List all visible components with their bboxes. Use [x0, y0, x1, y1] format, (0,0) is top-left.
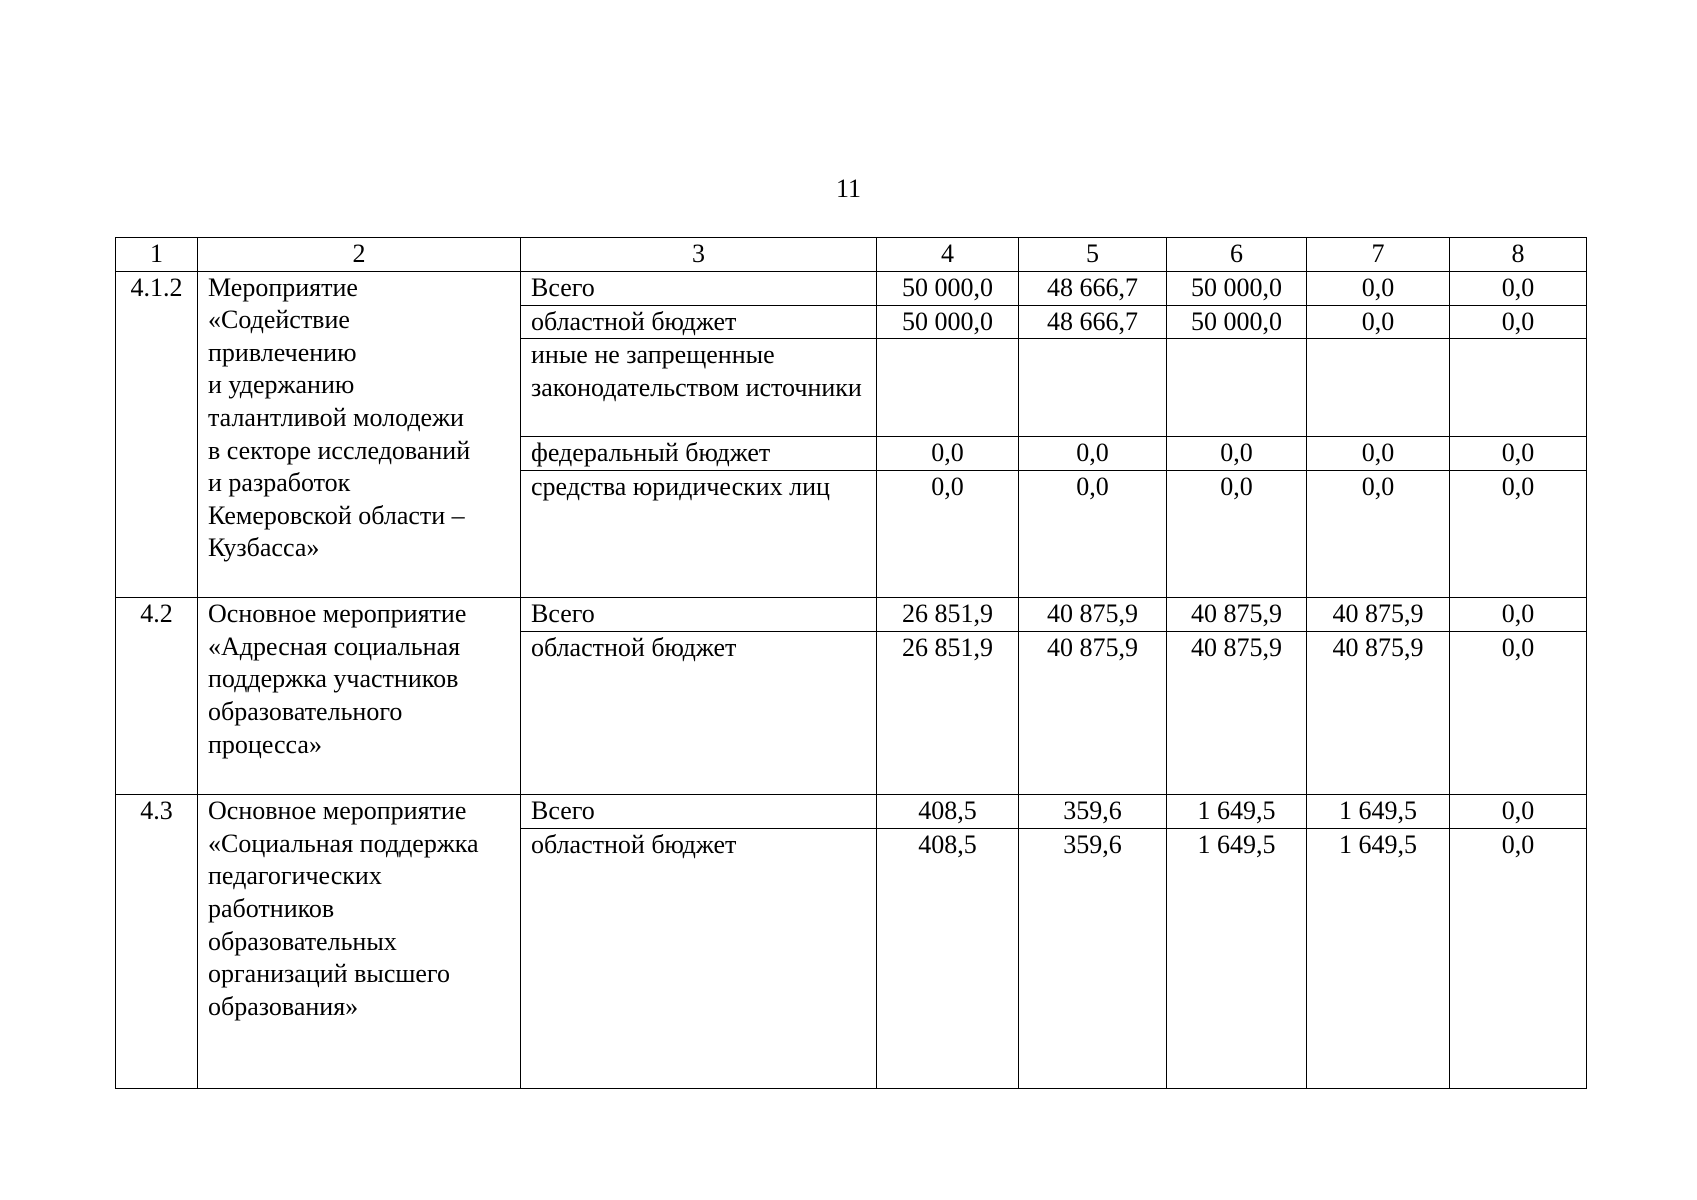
value-cell: 0,0 — [1450, 471, 1587, 598]
funding-source: областной бюджет — [521, 828, 877, 1088]
value-cell: 0,0 — [1450, 305, 1587, 339]
funding-source: средства юридических лиц — [521, 471, 877, 598]
value-cell: 0,0 — [1450, 271, 1587, 305]
value-cell: 0,0 — [1167, 471, 1307, 598]
value-cell — [877, 339, 1019, 437]
value-cell: 26 851,9 — [877, 632, 1019, 795]
column-header: 8 — [1450, 238, 1587, 272]
value-cell: 40 875,9 — [1019, 632, 1167, 795]
value-cell: 50 000,0 — [1167, 271, 1307, 305]
value-cell: 0,0 — [1450, 828, 1587, 1088]
column-header: 5 — [1019, 238, 1167, 272]
value-cell — [1019, 339, 1167, 437]
value-cell — [1167, 339, 1307, 437]
value-cell: 408,5 — [877, 828, 1019, 1088]
column-header: 6 — [1167, 238, 1307, 272]
value-cell: 0,0 — [1307, 305, 1450, 339]
budget-table — [115, 237, 1587, 1089]
column-header: 3 — [521, 238, 877, 272]
item-name: Мероприятие «Содействие привлечению и удержанию талантливой молодежи в секторе исследований и разработок Кемеровской области – Кузбасса» — [198, 271, 521, 598]
funding-source: иные не запрещенные законодательством источники — [521, 339, 877, 437]
value-cell: 359,6 — [1019, 828, 1167, 1088]
item-code: 4.3 — [116, 795, 198, 1089]
value-cell: 50 000,0 — [877, 271, 1019, 305]
funding-source: федеральный бюджет — [521, 437, 877, 471]
value-cell: 1 649,5 — [1307, 795, 1450, 829]
funding-source: Всего — [521, 271, 877, 305]
value-cell: 359,6 — [1019, 795, 1167, 829]
value-cell: 0,0 — [1019, 471, 1167, 598]
item-code: 4.1.2 — [116, 271, 198, 598]
table-row — [116, 271, 1587, 305]
table-header-row — [116, 238, 1587, 272]
value-cell: 0,0 — [1450, 598, 1587, 632]
funding-source: Всего — [521, 795, 877, 829]
value-cell: 0,0 — [1307, 471, 1450, 598]
value-cell: 40 875,9 — [1167, 598, 1307, 632]
value-cell: 0,0 — [877, 471, 1019, 598]
value-cell: 0,0 — [1307, 271, 1450, 305]
value-cell — [1307, 339, 1450, 437]
value-cell: 1 649,5 — [1307, 828, 1450, 1088]
value-cell: 26 851,9 — [877, 598, 1019, 632]
funding-source: областной бюджет — [521, 632, 877, 795]
table-row — [116, 598, 1587, 632]
funding-source: Всего — [521, 598, 877, 632]
funding-source: областной бюджет — [521, 305, 877, 339]
value-cell: 48 666,7 — [1019, 305, 1167, 339]
value-cell: 0,0 — [1450, 437, 1587, 471]
column-header: 7 — [1307, 238, 1450, 272]
column-header: 4 — [877, 238, 1019, 272]
value-cell: 1 649,5 — [1167, 828, 1307, 1088]
value-cell: 40 875,9 — [1019, 598, 1167, 632]
value-cell: 0,0 — [1167, 437, 1307, 471]
value-cell: 48 666,7 — [1019, 271, 1167, 305]
value-cell: 40 875,9 — [1307, 632, 1450, 795]
item-code: 4.2 — [116, 598, 198, 795]
page-number: 11 — [835, 174, 862, 203]
value-cell — [1450, 339, 1587, 437]
value-cell: 0,0 — [1450, 795, 1587, 829]
value-cell: 1 649,5 — [1167, 795, 1307, 829]
value-cell: 0,0 — [877, 437, 1019, 471]
value-cell: 50 000,0 — [1167, 305, 1307, 339]
value-cell: 40 875,9 — [1167, 632, 1307, 795]
column-header: 1 — [116, 238, 198, 272]
value-cell: 50 000,0 — [877, 305, 1019, 339]
value-cell: 0,0 — [1307, 437, 1450, 471]
column-header: 2 — [198, 238, 521, 272]
item-name: Основное мероприятие «Социальная поддержка педагогических работников образовательных организаций высшего образования» — [198, 795, 521, 1089]
value-cell: 40 875,9 — [1307, 598, 1450, 632]
table-row — [116, 795, 1587, 829]
item-name: Основное мероприятие «Адресная социальная поддержка участников образовательного процесса» — [198, 598, 521, 795]
value-cell: 0,0 — [1450, 632, 1587, 795]
value-cell: 408,5 — [877, 795, 1019, 829]
value-cell: 0,0 — [1019, 437, 1167, 471]
